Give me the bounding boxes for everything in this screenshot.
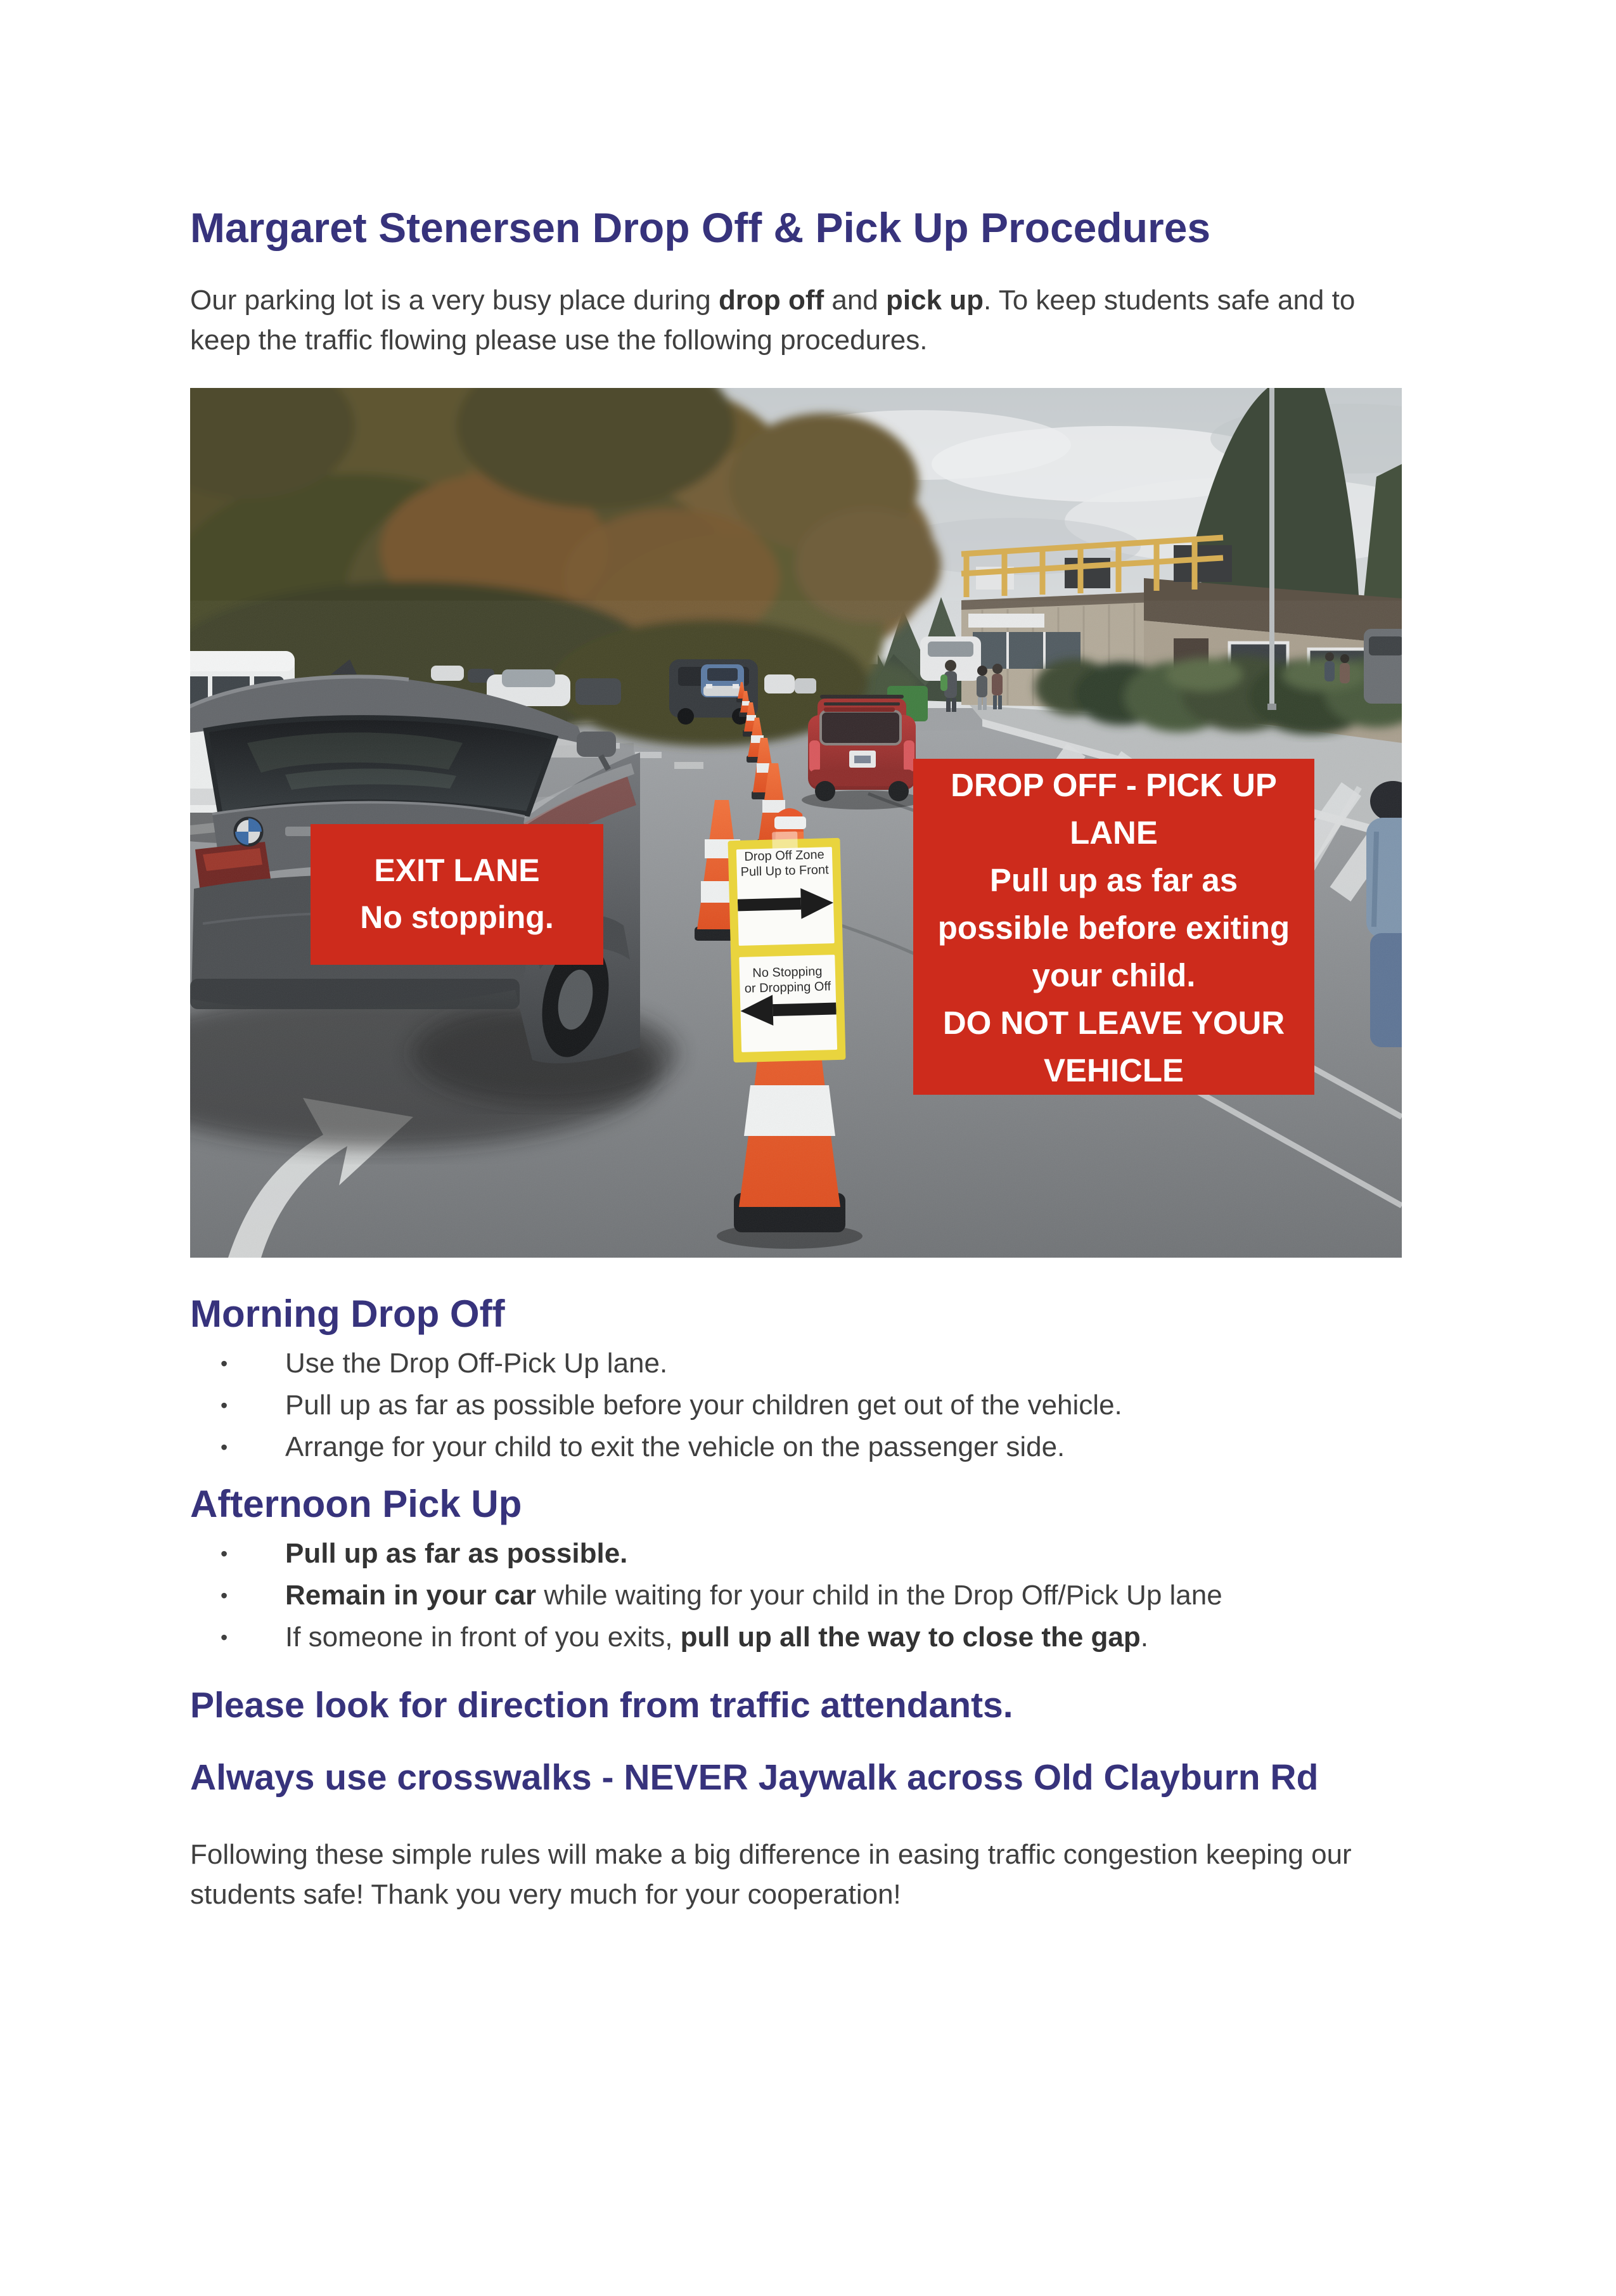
exit-lane-sign: EXIT LANE No stopping. [311,824,603,965]
cone-sign-bottom-text: No Stopping or Dropping Off [744,964,831,996]
bullet-text: Arrange for your child to exit the vehicle on the passenger side. [285,1431,1065,1462]
bullet-icon: • [221,1625,228,1649]
page-title: Margaret Stenersen Drop Off & Pick Up Procedures [190,204,1211,251]
bullet-item [190,1343,1426,1384]
parking-lot-photo [190,388,1402,1258]
section-morning-drop-off [190,1293,1427,1468]
bullet-item [190,1426,1426,1468]
dropoff-pickup-lane-sign: DROP OFF - PICK UP LANE Pull up as far as possible before exiting your child. DO NOT LEAVE YOUR VEHICLE [913,759,1314,1095]
bullet-item [190,1616,1426,1658]
bullet-item [190,1384,1426,1426]
cone-sign [728,838,845,1063]
bullet-text: Remain in your car while waiting for your child in the Drop Off/Pick Up lane [285,1579,1222,1611]
right-arrow-icon [736,855,835,953]
bullet-text: If someone in front of you exits, pull up all the way to close the gap. [285,1621,1148,1653]
cone-sign-bottom-panel [739,955,837,1052]
left-arrow-icon [740,961,838,1059]
bullet-icon: • [221,1393,228,1417]
bullet-list [190,1533,1427,1658]
bullet-icon: • [221,1583,228,1607]
bullet-icon: • [221,1542,228,1565]
bullet-text: Pull up as far as possible before your children get out of the vehicle. [285,1389,1122,1421]
intro-paragraph: Our parking lot is a very busy place during drop off and pick up. To keep students safe and to keep the traffic flowing please use the following procedures. [190,284,1356,356]
bullet-item [190,1575,1426,1616]
traffic-attendants-notice: Please look for direction from traffic attendants. [190,1684,1013,1725]
bullet-icon: • [221,1435,228,1459]
section-heading: Morning Drop Off [190,1292,505,1335]
cone-sign-top-panel [736,847,835,946]
closing-paragraph: Following these simple rules will make a big difference in easing traffic congestion keeping our students safe! Thank you very much for your cooperation! [190,1838,1352,1910]
bullet-list [190,1343,1427,1468]
cone-sign-top-text: Drop Off Zone Pull Up to Front [740,848,829,879]
crosswalk-notice: Always use crosswalks - NEVER Jaywalk across Old Clayburn Rd [190,1757,1319,1798]
bullet-text: Use the Drop Off-Pick Up lane. [285,1347,668,1379]
section-afternoon-pick-up [190,1483,1427,1658]
bullet-icon: • [221,1351,228,1375]
section-heading: Afternoon Pick Up [190,1482,522,1525]
bullet-item [190,1533,1426,1575]
document-page [0,204,1616,1914]
bullet-text: Pull up as far as possible. [285,1537,628,1569]
